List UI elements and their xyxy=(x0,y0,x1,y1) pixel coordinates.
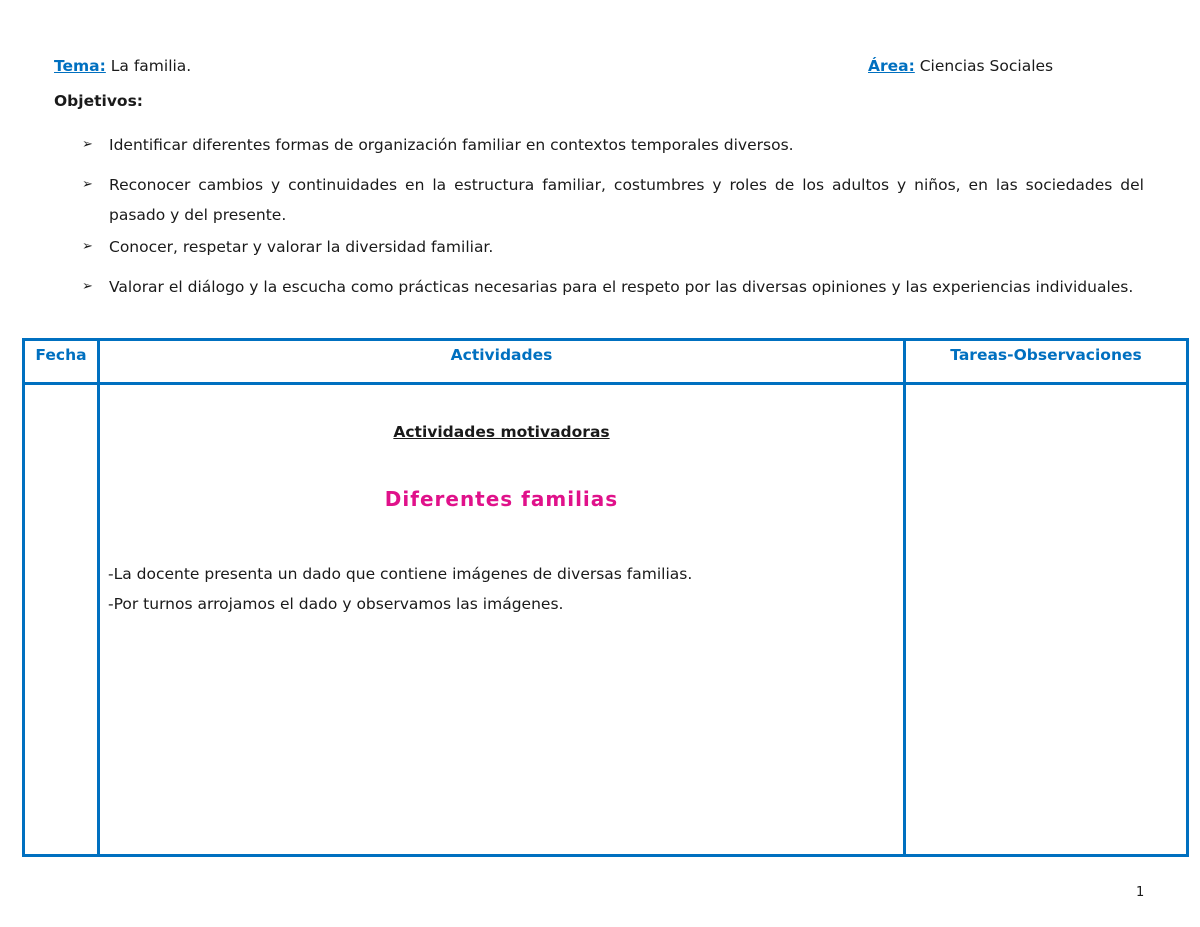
table-row xyxy=(24,384,1188,856)
objective-item xyxy=(82,232,1144,262)
area-line xyxy=(868,57,1053,75)
header-fecha: Fecha xyxy=(24,340,99,384)
page-number: 1 xyxy=(1136,885,1145,900)
section-title: Actividades motivadoras xyxy=(393,423,610,441)
header-tareas-observaciones: Tareas-Observaciones xyxy=(905,340,1188,384)
cell-actividades xyxy=(99,384,905,856)
objective-text: Conocer, respetar y valorar la diversidad familiar. xyxy=(109,238,494,256)
objective-text: Valorar el diálogo y la escucha como prácticas necesarias para el respeto por las diversas opiniones y las experiencias individuales. xyxy=(109,278,1134,296)
arrow-bullet-icon: ➢ xyxy=(82,137,93,152)
area-value: Ciencias Sociales xyxy=(914,57,1054,75)
arrow-bullet-icon: ➢ xyxy=(82,177,93,192)
objetivos-title: Objetivos: xyxy=(54,92,143,110)
area-label: Área: xyxy=(868,57,915,75)
objective-item xyxy=(82,272,1144,302)
arrow-bullet-icon: ➢ xyxy=(82,239,93,254)
cell-fecha xyxy=(24,384,99,856)
arrow-bullet-icon: ➢ xyxy=(82,279,93,294)
tema-value: La familia. xyxy=(105,57,192,75)
tema-label: Tema: xyxy=(54,57,106,75)
table-header-row xyxy=(24,340,1188,384)
activity-line: -Por turnos arrojamos el dado y observamos las imágenes. xyxy=(108,595,564,613)
header-actividades: Actividades xyxy=(99,340,905,384)
objective-text: Identificar diferentes formas de organización familiar en contextos temporales diversos. xyxy=(109,136,794,154)
planning-table xyxy=(22,338,1189,857)
objective-item xyxy=(82,170,1144,230)
activity-line: -La docente presenta un dado que contiene imágenes de diversas familias. xyxy=(108,565,693,583)
cell-observaciones xyxy=(905,384,1188,856)
activity-subtitle: Diferentes familias xyxy=(384,487,619,511)
tema-line xyxy=(54,57,191,75)
objective-text: Reconocer cambios y continuidades en la estructura familiar, costumbres y roles de los adultos y niños, en las sociedades del pasado y del presente. xyxy=(109,176,1144,224)
objective-item xyxy=(82,130,1144,160)
